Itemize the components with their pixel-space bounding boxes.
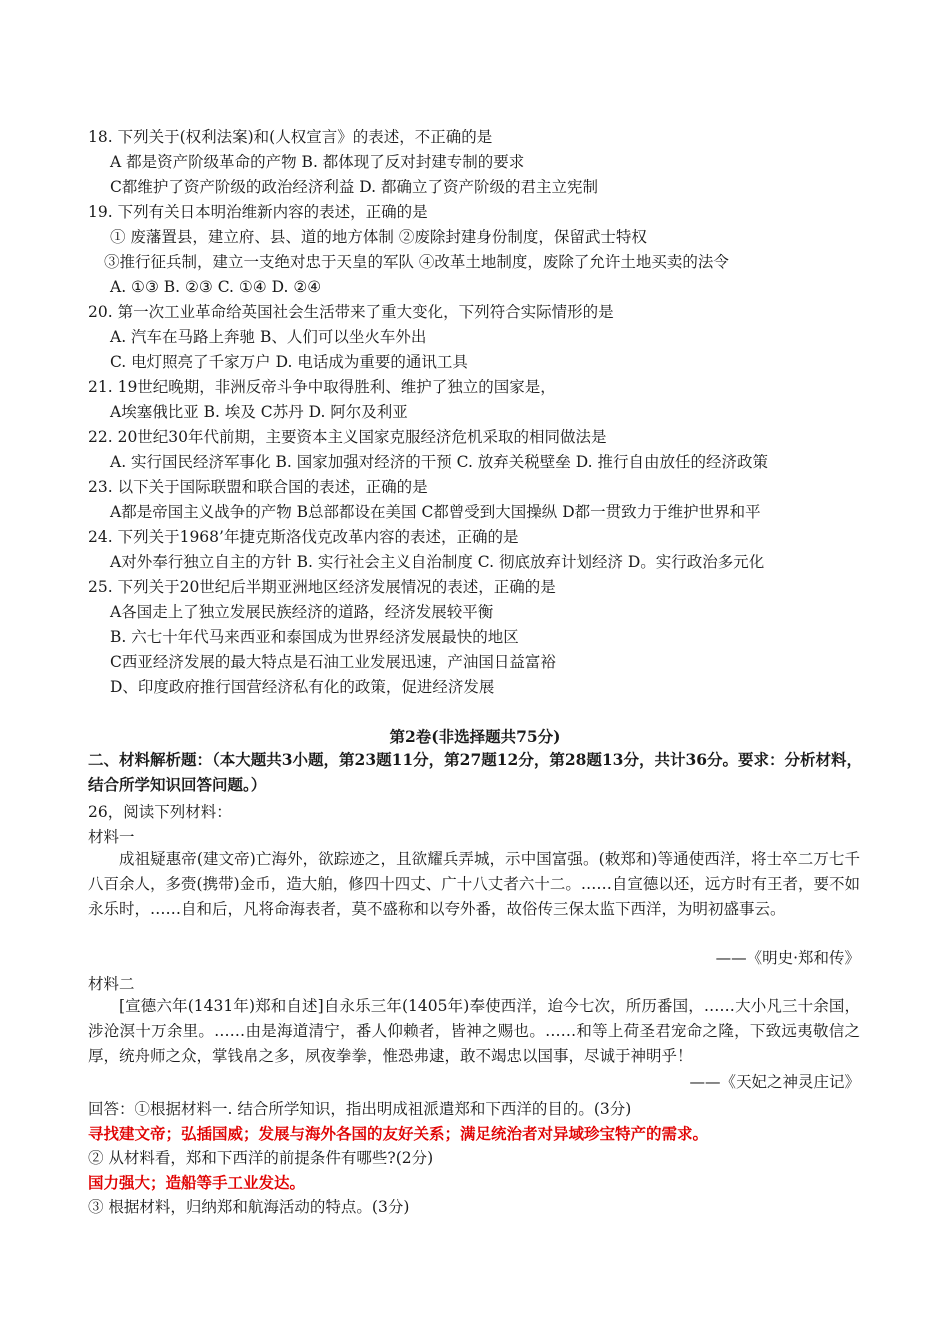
question-stem: 18. 下列关于(权利法案)和(人权宣言》的表述，不正确的是 bbox=[88, 128, 493, 146]
answer1-question: 回答：①根据材料一. 结合所学知识，指出明成祖派遣郑和下西洋的目的。(3分) bbox=[88, 1100, 632, 1118]
option-line: ③推行征兵制，建立一支绝对忠于天皇的军队 ④改革土地制度，废除了允许土地买卖的法令 bbox=[104, 253, 729, 271]
material2-label: 材料二 bbox=[88, 975, 135, 993]
option-line: C. 电灯照亮了千家万户 D. 电话成为重要的通讯工具 bbox=[110, 353, 468, 371]
question-stem: 24. 下列关于1968’年捷克斯洛伐克改革内容的表述，正确的是 bbox=[88, 528, 519, 546]
option-line: A对外奉行独立自主的方针 B. 实行社会主义自治制度 C. 彻底放弃计划经济 D。实行政治多元化 bbox=[110, 553, 765, 571]
q26-intro: 26，阅读下列材料： bbox=[88, 803, 232, 821]
question-stem: 22. 20世纪30年代前期，主要资本主义国家克服经济危机采取的相同做法是 bbox=[88, 428, 607, 446]
option-line: B. 六七十年代马来西亚和泰国成为世界经济发展最快的地区 bbox=[110, 628, 519, 646]
option-line: A. 汽车在马路上奔驰 B、人们可以坐火车外出 bbox=[110, 328, 427, 346]
material1-source: ——《明史·郑和传》 bbox=[715, 949, 860, 967]
option-line: ① 废藩置县，建立府、县、道的地方体制 ②废除封建身份制度，保留武士特权 bbox=[110, 228, 647, 246]
option-line: A. 实行国民经济军事化 B. 国家加强对经济的干预 C. 放弃关税壁垒 D. 推行自由放任的经济政策 bbox=[110, 453, 768, 471]
question-stem: 20. 第一次工业革命给英国社会生活带来了重大变化，下列符合实际情形的是 bbox=[88, 303, 614, 321]
material1-text: 成祖疑惠帝(建文帝)亡海外，欲踪迹之，且欲耀兵弄城，示中国富强。(敕郑和)等通使西洋，将士卒二万七千八百余人，多赍(携带)金币，造大舶，修四十四丈、广十八丈者六十二。……自宣德以还，远方时有王者，要不如永乐时，……自和后，凡将命海表者，莫不盛称和以夸外番，故俗传三保太监下西洋，为明初盛事云。 bbox=[88, 850, 860, 918]
question-stem: 23. 以下关于国际联盟和联合国的表述，正确的是 bbox=[88, 478, 428, 496]
material2-source: ——《天妃之神灵庄记》 bbox=[689, 1073, 860, 1091]
question-stem: 21. 19世纪晚期，非洲反帝斗争中取得胜利、维护了独立的国家是， bbox=[88, 378, 556, 396]
option-line: A埃塞俄比亚 B. 埃及 C苏丹 D. 阿尔及利亚 bbox=[110, 403, 408, 421]
answer2-question: ② 从材料看，郑和下西洋的前提条件有哪些?(2分) bbox=[88, 1149, 434, 1167]
part2-title: 第2卷(非选择题共75分) bbox=[389, 727, 561, 746]
option-line: A各国走上了独立发展民族经济的道路，经济发展较平衡 bbox=[110, 603, 494, 621]
option-line: A. ①③ B. ②③ C. ①④ D. ②④ bbox=[110, 278, 322, 296]
answer2-answer: 国力强大；造船等手工业发达。 bbox=[88, 1173, 306, 1192]
option-line: C西亚经济发展的最大特点是石油工业发展迅速，产油国日益富裕 bbox=[110, 653, 556, 671]
section-heading: 二、材料解析题：（本大题共3小题，第23题11分，第27题12分，第28题13分，共计36分。要求：分析材料，结合所学知识回答问题。） bbox=[88, 750, 863, 794]
option-line: C都维护了资产阶级的政治经济利益 D. 都确立了资产阶级的君主立宪制 bbox=[110, 178, 599, 196]
material1-label: 材料一 bbox=[88, 828, 135, 846]
material2-text: [宣德六年(1431年)郑和自述]自永乐三年(1405年)奉使西洋，迨今七次，所历番国，……大小凡三十余国，涉沧溟十万余里。……由是海道清宁，番人仰赖者，皆神之赐也。……和等上荷圣君宠命之隆，下致远夷敬信之厚，统舟师之众，掌钱帛之多，夙夜拳拳，惟恐弗逮，敢不竭忠以国事，尽诚于神明乎！ bbox=[88, 997, 860, 1065]
option-line: D、印度政府推行国营经济私有化的政策，促进经济发展 bbox=[110, 678, 495, 696]
option-line: A都是帝国主义战争的产物 B总部都设在美国 C都曾受到大国操纵 D都一贯致力于维护世界和平 bbox=[110, 503, 761, 521]
answer1-answer: 寻找建文帝；弘插国威；发展与海外各国的友好关系；满足统治者对异域珍宝特产的需求。 bbox=[88, 1124, 709, 1143]
answer3-question: ③ 根据材料，归纳郑和航海活动的特点。(3分) bbox=[88, 1198, 410, 1216]
option-line: A 都是资产阶级革命的产物 B. 都体现了反对封建专制的要求 bbox=[110, 153, 525, 171]
question-stem: 25. 下列关于20世纪后半期亚洲地区经济发展情况的表述，正确的是 bbox=[88, 578, 556, 596]
question-stem: 19. 下列有关日本明治维新内容的表述，正确的是 bbox=[88, 203, 428, 221]
